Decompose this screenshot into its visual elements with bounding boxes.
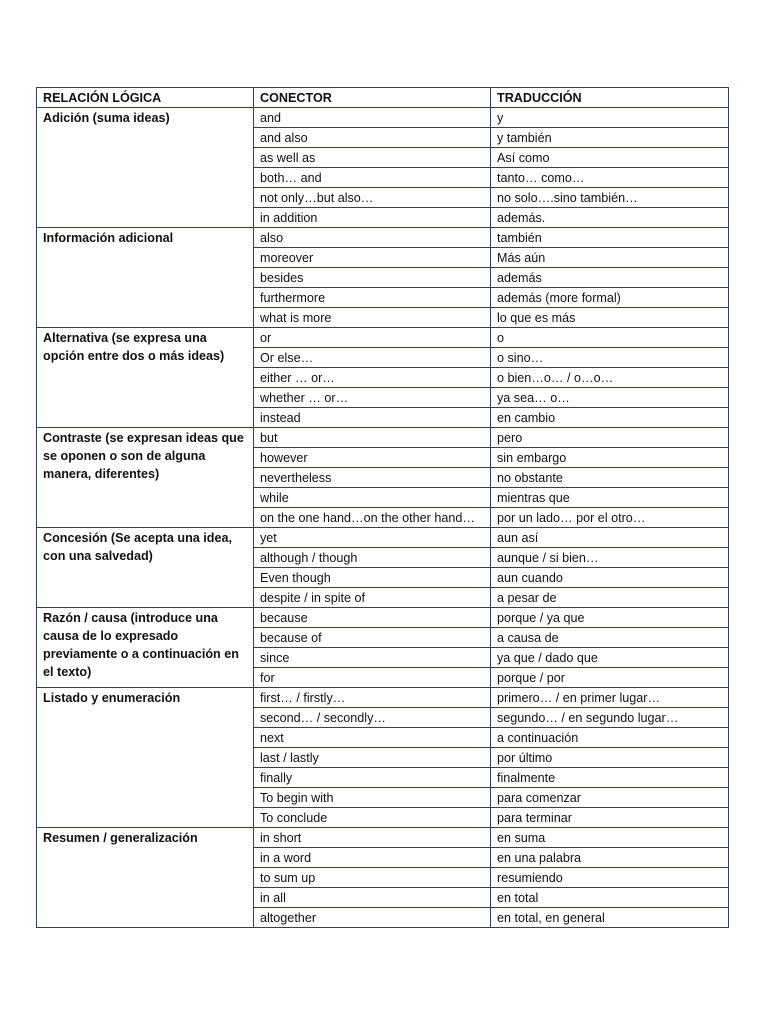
translation-cell: Así como [491, 148, 729, 168]
connector-cell: because [254, 608, 491, 628]
table-row [37, 108, 729, 128]
connector-cell: whether … or… [254, 388, 491, 408]
translation-cell: ya sea… o… [491, 388, 729, 408]
translation-cell: en total [491, 888, 729, 908]
connector-cell: to sum up [254, 868, 491, 888]
translation-cell: tanto… como… [491, 168, 729, 188]
translation-cell: a causa de [491, 628, 729, 648]
translation-cell: lo que es más [491, 308, 729, 328]
translation-cell: y también [491, 128, 729, 148]
translation-cell: en una palabra [491, 848, 729, 868]
translation-cell: segundo… / en segundo lugar… [491, 708, 729, 728]
connector-cell: while [254, 488, 491, 508]
table-row [37, 528, 729, 548]
connector-cell: in short [254, 828, 491, 848]
relation-cell: Adición (suma ideas) [37, 108, 254, 228]
translation-cell: pero [491, 428, 729, 448]
connector-cell: Or else… [254, 348, 491, 368]
table-row [37, 828, 729, 848]
translation-cell: aun cuando [491, 568, 729, 588]
connector-cell: and also [254, 128, 491, 148]
connector-cell: not only…but also… [254, 188, 491, 208]
translation-cell: a pesar de [491, 588, 729, 608]
connector-cell: besides [254, 268, 491, 288]
connector-cell: in a word [254, 848, 491, 868]
relation-cell: Información adicional [37, 228, 254, 328]
translation-cell: ya que / dado que [491, 648, 729, 668]
translation-cell: Más aún [491, 248, 729, 268]
translation-cell: finalmente [491, 768, 729, 788]
relation-cell: Resumen / generalización [37, 828, 254, 928]
header-translation: TRADUCCIÓN [491, 88, 729, 108]
translation-cell: para terminar [491, 808, 729, 828]
translation-cell: mientras que [491, 488, 729, 508]
translation-cell: a continuación [491, 728, 729, 748]
connector-cell: either … or… [254, 368, 491, 388]
connector-cell: but [254, 428, 491, 448]
connector-cell: To begin with [254, 788, 491, 808]
connector-cell: nevertheless [254, 468, 491, 488]
header-relation: RELACIÓN LÓGICA [37, 88, 254, 108]
translation-cell: no obstante [491, 468, 729, 488]
translation-cell: o [491, 328, 729, 348]
connector-cell: for [254, 668, 491, 688]
translation-cell: en total, en general [491, 908, 729, 928]
translation-cell: primero… / en primer lugar… [491, 688, 729, 708]
connector-cell: on the one hand…on the other hand… [254, 508, 491, 528]
table-row [37, 328, 729, 348]
table-row [37, 228, 729, 248]
connector-cell: although / though [254, 548, 491, 568]
translation-cell: para comenzar [491, 788, 729, 808]
connector-cell: in addition [254, 208, 491, 228]
translation-cell: además [491, 268, 729, 288]
connector-cell: To conclude [254, 808, 491, 828]
translation-cell: además (more formal) [491, 288, 729, 308]
relation-cell: Contraste (se expresan ideas que se oponen o son de alguna manera, diferentes) [37, 428, 254, 528]
connector-cell: as well as [254, 148, 491, 168]
header-row [37, 88, 729, 108]
connector-cell: next [254, 728, 491, 748]
relation-cell: Listado y enumeración [37, 688, 254, 828]
connector-cell: Even though [254, 568, 491, 588]
relation-cell: Concesión (Se acepta una idea, con una salvedad) [37, 528, 254, 608]
translation-cell: o bien…o… / o…o… [491, 368, 729, 388]
translation-cell: por un lado… por el otro… [491, 508, 729, 528]
table-row [37, 688, 729, 708]
translation-cell: sin embargo [491, 448, 729, 468]
connector-cell: second… / secondly… [254, 708, 491, 728]
table-row [37, 428, 729, 448]
translation-cell: o sino… [491, 348, 729, 368]
connector-cell: also [254, 228, 491, 248]
connector-cell: or [254, 328, 491, 348]
translation-cell: no solo….sino también… [491, 188, 729, 208]
translation-cell: además. [491, 208, 729, 228]
connector-cell: both… and [254, 168, 491, 188]
translation-cell: resumiendo [491, 868, 729, 888]
header-connector: CONECTOR [254, 88, 491, 108]
connector-cell: instead [254, 408, 491, 428]
translation-cell: y [491, 108, 729, 128]
connector-cell: first… / firstly… [254, 688, 491, 708]
relation-cell: Alternativa (se expresa una opción entre dos o más ideas) [37, 328, 254, 428]
translation-cell: porque / ya que [491, 608, 729, 628]
translation-cell: en cambio [491, 408, 729, 428]
translation-cell: porque / por [491, 668, 729, 688]
connector-cell: in all [254, 888, 491, 908]
translation-cell: también [491, 228, 729, 248]
translation-cell: aun así [491, 528, 729, 548]
connector-cell: however [254, 448, 491, 468]
connector-cell: last / lastly [254, 748, 491, 768]
connector-cell: moreover [254, 248, 491, 268]
translation-cell: en suma [491, 828, 729, 848]
connector-cell: and [254, 108, 491, 128]
translation-cell: por último [491, 748, 729, 768]
table-body [37, 108, 729, 928]
connector-cell: altogether [254, 908, 491, 928]
translation-cell: aunque / si bien… [491, 548, 729, 568]
connector-cell: since [254, 648, 491, 668]
table-row [37, 608, 729, 628]
connector-cell: yet [254, 528, 491, 548]
connector-cell: despite / in spite of [254, 588, 491, 608]
relation-cell: Razón / causa (introduce una causa de lo expresado previamente o a continuación en el texto) [37, 608, 254, 688]
connector-cell: finally [254, 768, 491, 788]
connector-cell: because of [254, 628, 491, 648]
connector-cell: what is more [254, 308, 491, 328]
connector-cell: furthermore [254, 288, 491, 308]
connectors-table [36, 87, 729, 928]
